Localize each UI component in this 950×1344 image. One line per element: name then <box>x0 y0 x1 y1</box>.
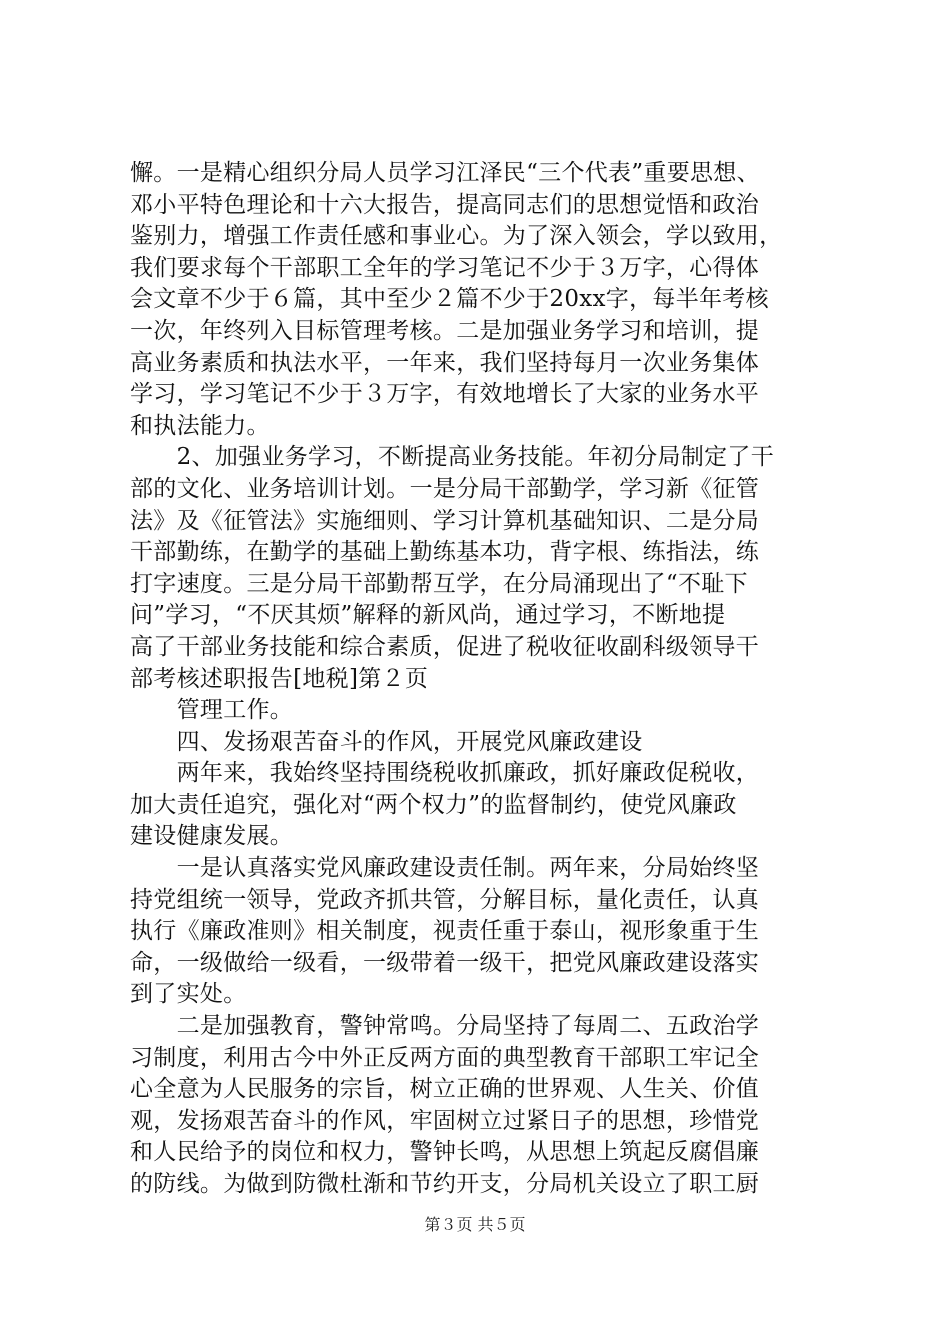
text-line: 观，发扬艰苦奋斗的作风，牢固树立过紧日子的思想，珍惜党 <box>130 1107 760 1134</box>
text-line: 建设健康发展。 <box>130 823 294 850</box>
text-line: 命，一级做给一级看，一级带着一级干，把党风廉政建设落实 <box>130 949 760 976</box>
text-line: 我们要求每个干部职工全年的学习笔记不少于３万字，心得体 <box>130 254 760 281</box>
text-line: 一是认真落实党风廉政建设责任制。两年来，分局始终坚 <box>130 855 760 882</box>
text-line: 二是加强教育，警钟常鸣。分局坚持了每周二、五政治学 <box>130 1013 760 1040</box>
text-line: 懈。一是精心组织分局人员学习江泽民“三个代表”重要思想、 <box>130 160 760 186</box>
document-body <box>130 158 830 1201</box>
text-line: 打字速度。三是分局干部勤帮互学，在分局涌现出了“不耻下 <box>130 570 748 597</box>
text-line: 高了干部业务技能和综合素质，促进了税收征收副科级领导干 <box>130 633 760 660</box>
text-line: 和人民给予的岗位和权力，警钟长鸣，从思想上筑起反腐倡廉 <box>130 1139 760 1166</box>
text-line: 两年来，我始终坚持围绕税收抓廉政，抓好廉政促税收， <box>130 760 760 787</box>
text-line: 学习，学习笔记不少于３万字，有效地增长了大家的业务水平 <box>130 381 760 408</box>
text-line: 高业务素质和执法水平，一年来，我们坚持每月一次业务集体 <box>130 349 760 376</box>
text-line: 管理工作。 <box>130 697 294 724</box>
text-line: 问”学习，“不厌其烦”解释的新风尚，通过学习，不断地提 <box>130 602 726 629</box>
section-heading: 四、发扬艰苦奋斗的作风，开展党风廉政建设 <box>130 728 643 755</box>
text-line: 鉴别力，增强工作责任感和事业心。为了深入领会，学以致用， <box>130 223 783 250</box>
text-line: 干部勤练，在勤学的基础上勤练基本功，背字根、练指法，练 <box>130 539 760 566</box>
text-line: 会文章不少于６篇，其中至少２篇不少于20xx字，每半年考核 <box>130 286 769 313</box>
text-line: 2、加强业务学习，不断提高业务技能。年初分局制定了干 <box>130 444 775 471</box>
text-line: 到了实处。 <box>130 981 247 1008</box>
text-line: 邓小平特色理论和十六大报告，提高同志们的思想觉悟和政治 <box>130 191 760 218</box>
text-line: 习制度，利用古今中外正反两方面的典型教育干部职工牢记全 <box>130 1044 760 1071</box>
text-line: 的防线。为做到防微杜渐和节约开支，分局机关设立了职工厨 <box>130 1171 760 1197</box>
page-footer: 第３页 共５页 <box>424 1215 526 1234</box>
text-line: 部的文化、业务培训计划。一是分局干部勤学，学习新《征管 <box>130 475 760 502</box>
text-line: 执行《廉政准则》相关制度，视责任重于泰山，视形象重于生 <box>130 918 760 945</box>
text-line: 一次，年终列入目标管理考核。二是加强业务学习和培训，提 <box>130 317 760 344</box>
text-line: 心全意为人民服务的宗旨，树立正确的世界观、人生关、价值 <box>130 1076 760 1103</box>
text-line: 部考核述职报告[地税]第２页 <box>130 665 429 692</box>
text-line: 持党组统一领导，党政齐抓共管，分解目标，量化责任，认真 <box>130 886 760 913</box>
text-line: 加大责任追究，强化对“两个权力”的监督制约，使党风廉政 <box>130 791 737 818</box>
text-line: 法》及《征管法》实施细则、学习计算机基础知识、二是分局 <box>130 507 760 534</box>
text-line: 和执法能力。 <box>130 412 270 439</box>
